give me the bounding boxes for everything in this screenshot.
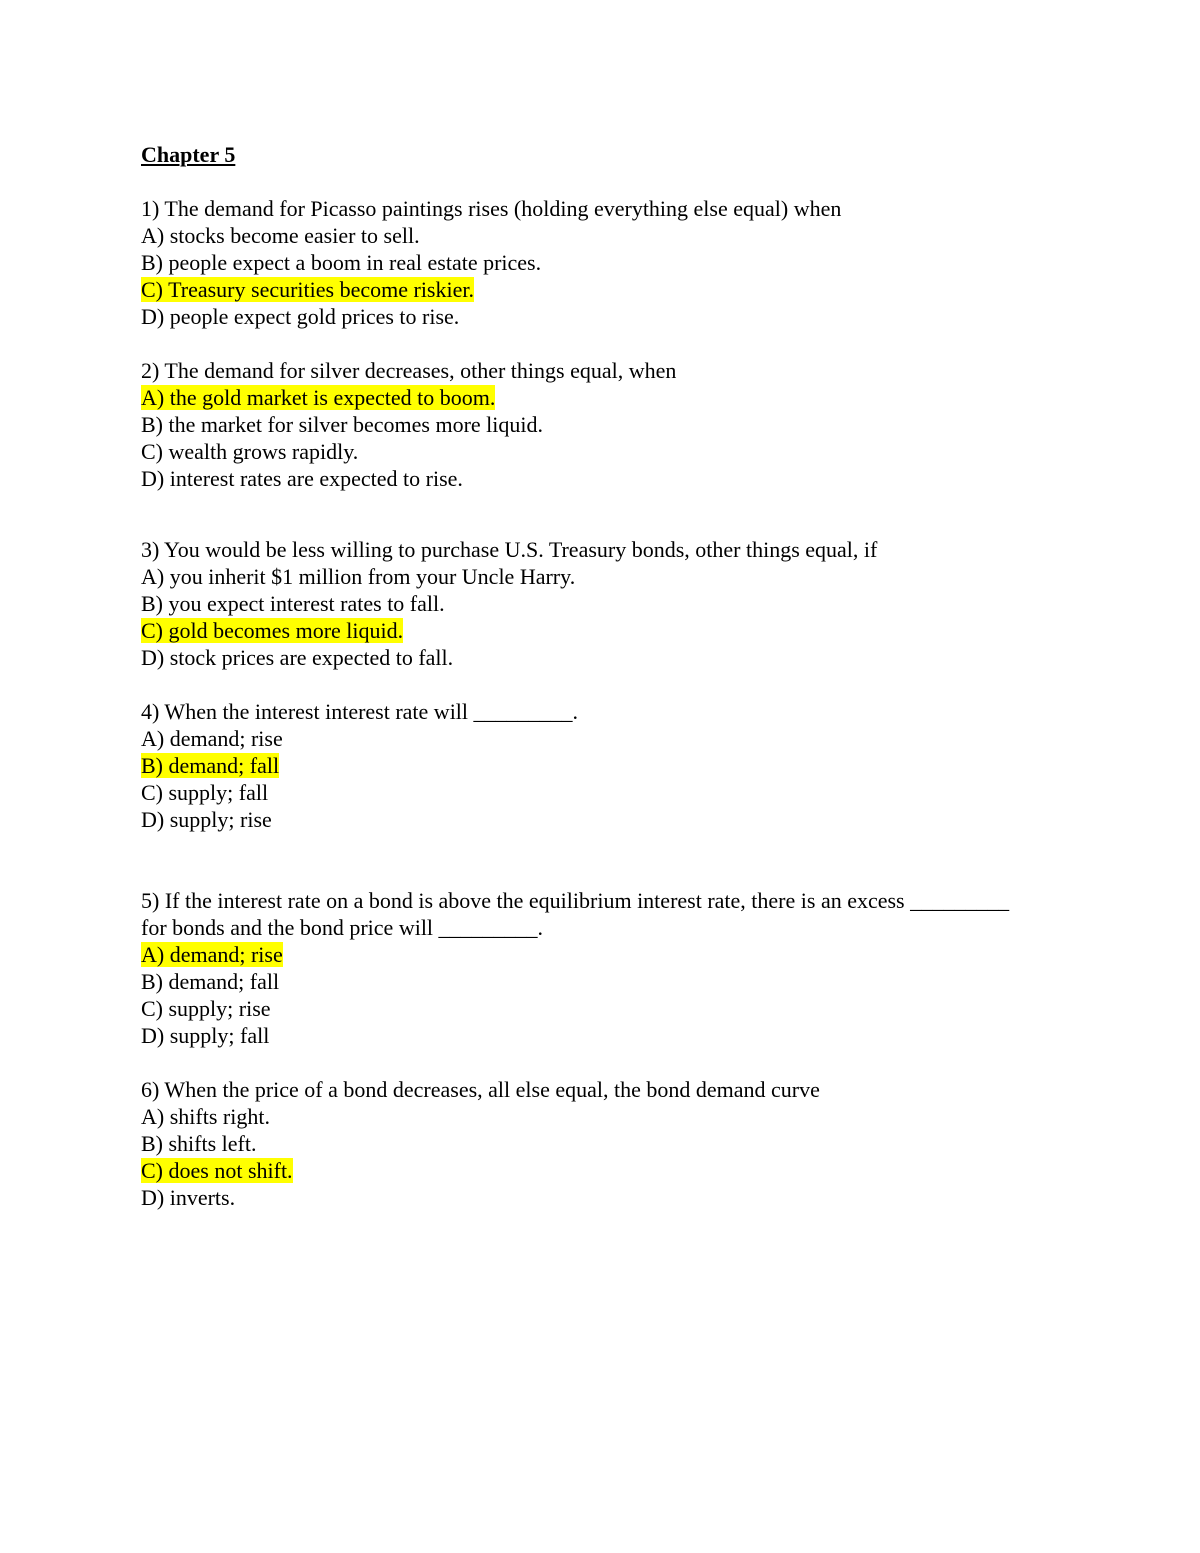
- question-1: [141, 195, 1081, 330]
- question-stem: 2) The demand for silver decreases, other things equal, when: [141, 358, 677, 383]
- answer-option-d: D) stock prices are expected to fall.: [141, 645, 454, 670]
- answer-option-c: C) supply; fall: [141, 780, 269, 805]
- question-stem-line-2: for bonds and the bond price will _________.: [141, 915, 544, 940]
- question-stem-line-1: 5) If the interest rate on a bond is above the equilibrium interest rate, there is an excess _________: [141, 888, 1010, 913]
- question-5: [141, 887, 1081, 1049]
- document-content: [141, 141, 1081, 1211]
- answer-option-b: B) the market for silver becomes more liquid.: [141, 412, 543, 437]
- answer-option-d: D) supply; fall: [141, 1023, 270, 1048]
- answer-option-b: B) you expect interest rates to fall.: [141, 591, 445, 616]
- answer-option-d: D) supply; rise: [141, 807, 272, 832]
- answer-option-a: A) demand; rise: [141, 726, 283, 751]
- answer-option-b-highlighted: B) demand; fall: [141, 753, 280, 778]
- answer-option-b: B) shifts left.: [141, 1131, 257, 1156]
- answer-option-b: B) people expect a boom in real estate prices.: [141, 250, 542, 275]
- answer-option-d: D) interest rates are expected to rise.: [141, 466, 463, 491]
- answer-option-c: C) supply; rise: [141, 996, 271, 1021]
- answer-option-c: C) wealth grows rapidly.: [141, 439, 359, 464]
- answer-option-a: A) stocks become easier to sell.: [141, 223, 420, 248]
- answer-option-c-highlighted: C) Treasury securities become riskier.: [141, 277, 474, 302]
- question-2: [141, 357, 1081, 492]
- answer-option-b: B) demand; fall: [141, 969, 280, 994]
- question-4: [141, 698, 1081, 833]
- answer-option-a-highlighted: A) the gold market is expected to boom.: [141, 385, 496, 410]
- answer-option-d: D) inverts.: [141, 1185, 236, 1210]
- answer-option-a: A) you inherit $1 million from your Uncle Harry.: [141, 564, 576, 589]
- answer-option-c-highlighted: C) gold becomes more liquid.: [141, 618, 404, 643]
- question-3: [141, 536, 1081, 671]
- question-stem: 6) When the price of a bond decreases, all else equal, the bond demand curve: [141, 1077, 820, 1102]
- answer-option-d: D) people expect gold prices to rise.: [141, 304, 460, 329]
- answer-option-c-highlighted: C) does not shift.: [141, 1158, 293, 1183]
- question-stem: 3) You would be less willing to purchase U.S. Treasury bonds, other things equal, if: [141, 537, 878, 562]
- question-stem: 1) The demand for Picasso paintings rises (holding everything else equal) when: [141, 196, 842, 221]
- chapter-title: Chapter 5: [141, 142, 236, 167]
- answer-option-a: A) shifts right.: [141, 1104, 270, 1129]
- question-6: [141, 1076, 1081, 1211]
- question-stem: 4) When the interest interest rate will _________.: [141, 699, 579, 724]
- answer-option-a-highlighted: A) demand; rise: [141, 942, 283, 967]
